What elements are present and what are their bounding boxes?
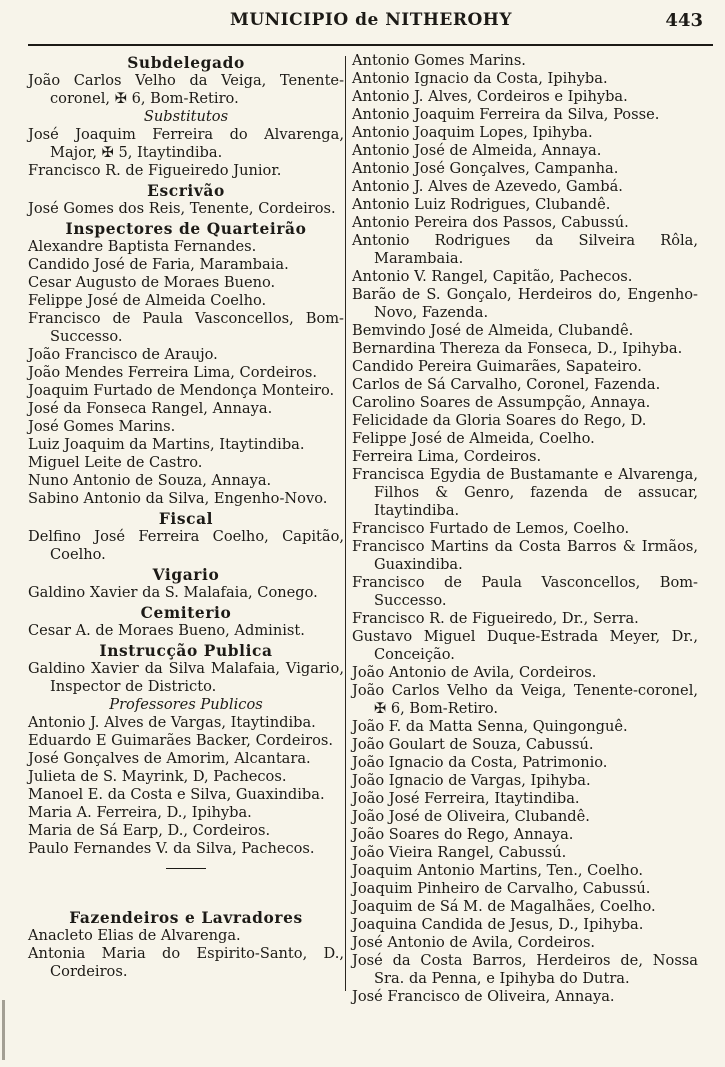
directory-entry: Antonio José Gonçalves, Campanha.	[352, 160, 619, 177]
directory-entry: Antonio Luiz Rodrigues, Clubandê.	[352, 196, 611, 213]
directory-entry: João Carlos Velho da Veiga, Tenente-coronel, ✠ 6, Bom-Retiro.	[352, 682, 698, 717]
directory-entry: Candido José de Faria, Marambaia.	[28, 256, 289, 273]
section-rule	[166, 868, 206, 869]
directory-entry: João José Ferreira, Itaytindiba.	[352, 790, 580, 807]
directory-entry: Francisco de Paula Vasconcellos, Bom-Successo.	[28, 310, 344, 345]
directory-entry: Cesar A. de Moraes Bueno, Administ.	[28, 622, 305, 639]
directory-entry: Joaquim Antonio Martins, Ten., Coelho.	[352, 862, 643, 879]
directory-entry: José da Fonseca Rangel, Annaya.	[28, 400, 273, 417]
directory-entry: Cesar Augusto de Moraes Bueno.	[28, 274, 276, 291]
directory-entry: Paulo Fernandes V. da Silva, Pachecos.	[28, 840, 315, 857]
directory-entry: Eduardo E Guimarães Backer, Cordeiros.	[28, 732, 334, 749]
directory-entry: Felippe José de Almeida Coelho.	[28, 292, 267, 309]
section-heading: Subdelegado	[127, 54, 245, 72]
directory-entry: Felippe José de Almeida, Coelho.	[352, 430, 595, 447]
section-heading: Cemiterio	[140, 604, 232, 622]
directory-entry: Antonio J. Alves de Azevedo, Gambá.	[352, 178, 623, 195]
directory-entry: Carolino Soares de Assumpção, Annaya.	[352, 394, 651, 411]
directory-entry: Carlos de Sá Carvalho, Coronel, Fazenda.	[352, 376, 661, 393]
directory-entry: Alexandre Baptista Fernandes.	[28, 238, 257, 255]
page-number: 443	[665, 10, 703, 31]
section-heading: Instrucção Publica	[99, 642, 273, 660]
directory-entry: Candido Pereira Guimarães, Sapateiro.	[352, 358, 642, 375]
directory-entry: Joaquim Pinheiro de Carvalho, Cabussú.	[352, 880, 651, 897]
directory-entry: Joaquim Furtado de Mendonça Monteiro.	[28, 382, 335, 399]
directory-entry: Francisco R. de Figueiredo Junior.	[28, 162, 282, 179]
directory-entry: Miguel Leite de Castro.	[28, 454, 203, 471]
directory-entry: Joaquim de Sá M. de Magalhães, Coelho.	[352, 898, 656, 915]
directory-entry: Delfino José Ferreira Coelho, Capitão, Coelho.	[28, 528, 344, 563]
directory-entry: Joaquina Candida de Jesus, D., Ipihyba.	[352, 916, 644, 933]
directory-entry: João Ignacio da Costa, Patrimonio.	[352, 754, 608, 771]
section-heading: Inspectores de Quarteirão	[65, 220, 307, 238]
directory-entry: Antonio J. Alves, Cordeiros e Ipihyba.	[352, 88, 628, 105]
directory-entry: Maria A. Ferreira, D., Ipihyba.	[28, 804, 252, 821]
directory-entry: João Antonio de Avila, Cordeiros.	[352, 664, 597, 681]
directory-entry: José Joaquim Ferreira do Alvarenga, Major, ✠ 5, Itaytindiba.	[28, 126, 344, 161]
section-heading: Fiscal	[158, 510, 214, 528]
directory-entry: Antonio Gomes Marins.	[352, 52, 526, 69]
section-subheading: Substitutos	[143, 108, 229, 125]
directory-entry: Felicidade da Gloria Soares do Rego, D.	[352, 412, 647, 429]
directory-entry: Manoel E. da Costa e Silva, Guaxindiba.	[28, 786, 325, 803]
directory-entry: Ferreira Lima, Cordeiros.	[352, 448, 542, 465]
directory-entry: Antonio V. Rangel, Capitão, Pachecos.	[352, 268, 633, 285]
directory-entry: Antonio Joaquim Ferreira da Silva, Posse.	[352, 106, 660, 123]
directory-entry: João Goulart de Souza, Cabussú.	[352, 736, 594, 753]
header-rule	[28, 44, 713, 46]
directory-entry: Antonio José de Almeida, Annaya.	[352, 142, 602, 159]
running-title: MUNICIPIO de NITHEROHY	[230, 10, 512, 30]
directory-entry: Antonio Joaquim Lopes, Ipihyba.	[352, 124, 593, 141]
directory-entry: Antonio J. Alves de Vargas, Itaytindiba.	[28, 714, 316, 731]
directory-entry: João Vieira Rangel, Cabussú.	[352, 844, 567, 861]
directory-entry: Antonia Maria do Espirito-Santo, D., Cordeiros.	[28, 945, 344, 980]
directory-entry: Galdino Xavier da Silva Malafaia, Vigario, Inspector de Districto.	[28, 660, 344, 695]
directory-entry: José Francisco de Oliveira, Annaya.	[352, 988, 615, 1005]
section-heading: Escrivão	[147, 182, 225, 200]
directory-entry: Francisco R. de Figueiredo, Dr., Serra.	[352, 610, 639, 627]
directory-entry: João Ignacio de Vargas, Ipihyba.	[352, 772, 591, 789]
section-subheading: Professores Publicos	[109, 696, 263, 713]
page-header	[0, 8, 725, 34]
directory-entry: José Gomes dos Reis, Tenente, Cordeiros.	[28, 200, 336, 217]
directory-entry: José da Costa Barros, Herdeiros de, Nossa Sra. da Penna, e Ipihyba do Dutra.	[352, 952, 698, 987]
directory-entry: João Mendes Ferreira Lima, Cordeiros.	[28, 364, 318, 381]
directory-entry: Francisca Egydia de Bustamante e Alvarenga, Filhos & Genro, fazenda de assucar, Itaytindiba.	[352, 466, 698, 519]
directory-entry: Galdino Xavier da S. Malafaia, Conego.	[28, 584, 318, 601]
directory-entry: Barão de S. Gonçalo, Herdeiros do, Engenho-Novo, Fazenda.	[352, 286, 698, 321]
directory-entry: Antonio Pereira dos Passos, Cabussú.	[352, 214, 629, 231]
directory-entry: João Carlos Velho da Veiga, Tenente-coronel, ✠ 6, Bom-Retiro.	[28, 72, 344, 107]
directory-entry: Francisco de Paula Vasconcellos, Bom-Successo.	[352, 574, 698, 609]
directory-entry: Sabino Antonio da Silva, Engenho-Novo.	[28, 490, 328, 507]
directory-entry: João Soares do Rego, Annaya.	[352, 826, 574, 843]
directory-entry: Gustavo Miguel Duque-Estrada Meyer, Dr., Conceição.	[352, 628, 698, 663]
directory-entry: José Antonio de Avila, Cordeiros.	[352, 934, 596, 951]
directory-entry: Bemvindo José de Almeida, Clubandê.	[352, 322, 634, 339]
directory-entry: Maria de Sá Earp, D., Cordeiros.	[28, 822, 271, 839]
directory-entry: João F. da Matta Senna, Quingonguê.	[352, 718, 628, 735]
directory-entry: Francisco Martins da Costa Barros & Irmãos, Guaxindiba.	[352, 538, 698, 573]
left-column	[28, 52, 344, 981]
directory-entry: José Gomes Marins.	[28, 418, 176, 435]
directory-entry: Anacleto Elias de Alvarenga.	[28, 927, 241, 944]
directory-entry: José Gonçalves de Amorim, Alcantara.	[28, 750, 311, 767]
page-edge-mark	[2, 1000, 5, 1060]
directory-entry: Nuno Antonio de Souza, Annaya.	[28, 472, 272, 489]
directory-entry: João Francisco de Araujo.	[28, 346, 218, 363]
section-heading: Vigario	[152, 566, 220, 584]
directory-entry: João José de Oliveira, Clubandê.	[352, 808, 590, 825]
directory-entry: Bernardina Thereza da Fonseca, D., Ipihyba.	[352, 340, 683, 357]
directory-entry: Francisco Furtado de Lemos, Coelho.	[352, 520, 630, 537]
section-heading: Fazendeiros e Lavradores	[69, 909, 303, 927]
directory-entry: Antonio Ignacio da Costa, Ipihyba.	[352, 70, 608, 87]
directory-entry: Antonio Rodrigues da Silveira Rôla, Marambaia.	[352, 232, 698, 267]
column-divider	[345, 56, 346, 991]
directory-entry: Luiz Joaquim da Martins, Itaytindiba.	[28, 436, 305, 453]
directory-entry: Julieta de S. Mayrink, D, Pachecos.	[28, 768, 287, 785]
right-column	[352, 52, 698, 1006]
